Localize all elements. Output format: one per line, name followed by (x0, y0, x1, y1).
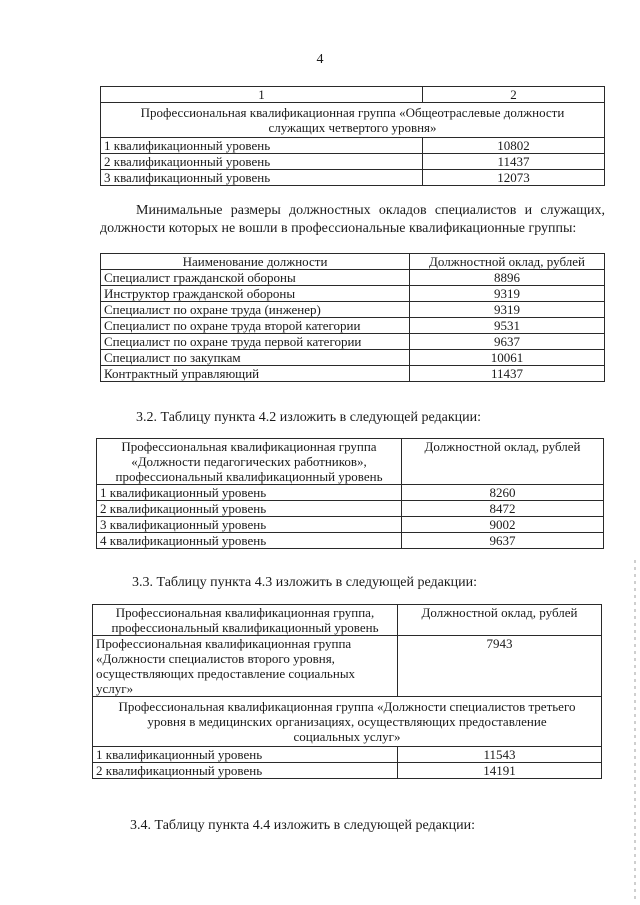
table-row (101, 270, 605, 286)
salary-cell: 11437 (410, 366, 605, 382)
level-cell: 1 квалификационный уровень (97, 485, 402, 501)
header-group: Профессиональная квалификационная группа «Должности педагогических работников», профессиональный квалификационный уровень (97, 439, 402, 485)
group-title: Профессиональная квалификационная группа «Общеотраслевые должности служащих четвертого уровня» (101, 103, 605, 138)
group-title: Профессиональная квалификационная группа «Должности специалистов третьего уровня в медицинских организациях, осуществляющих предоставление социальных услуг» (93, 697, 602, 747)
column-header-2: 2 (423, 87, 605, 103)
table-header-row (97, 439, 604, 485)
table-row (93, 763, 602, 779)
table-row (97, 517, 604, 533)
level-cell: 3 квалификационный уровень (97, 517, 402, 533)
table-other-positions (100, 253, 605, 382)
table-header-row (93, 605, 602, 636)
table-row (101, 154, 605, 170)
salary-cell: 9637 (410, 334, 605, 350)
position-cell: Специалист по охране труда первой категории (101, 334, 410, 350)
position-cell: Специалист гражданской обороны (101, 270, 410, 286)
salary-cell: 9319 (410, 302, 605, 318)
table-header-row (101, 254, 605, 270)
salary-cell: 9637 (402, 533, 604, 549)
table-row (101, 350, 605, 366)
header-position: Наименование должности (101, 254, 410, 270)
salary-cell: 10061 (410, 350, 605, 366)
page-number: 4 (316, 52, 324, 67)
level-cell: 3 квалификационный уровень (101, 170, 423, 186)
salary-cell: 14191 (398, 763, 602, 779)
table-row (101, 334, 605, 350)
salary-cell: 8896 (410, 270, 605, 286)
scan-edge-marks (634, 560, 636, 900)
salary-cell: 12073 (423, 170, 605, 186)
level-cell: 1 квалификационный уровень (93, 747, 398, 763)
table-row (97, 533, 604, 549)
group-row (93, 636, 602, 697)
header-salary: Должностной оклад, рублей (402, 439, 604, 485)
table-pedagogical (96, 438, 604, 549)
table-general-positions (100, 86, 605, 186)
paragraph-3-3: 3.3. Таблицу пункта 4.3 изложить в следующей редакции: (132, 575, 478, 590)
header-salary: Должностной оклад, рублей (410, 254, 605, 270)
position-cell: Контрактный управляющий (101, 366, 410, 382)
table-row (97, 485, 604, 501)
group-cell: Профессиональная квалификационная группа «Должности специалистов второго уровня, осуществляющих предоставление социальных услуг» (93, 636, 398, 697)
salary-cell: 11437 (423, 154, 605, 170)
table-header-row (101, 87, 605, 103)
salary-cell: 7943 (398, 636, 602, 697)
table-row (101, 170, 605, 186)
position-cell: Специалист по охране труда (инженер) (101, 302, 410, 318)
group-title-row (93, 697, 602, 747)
level-cell: 2 квалификационный уровень (93, 763, 398, 779)
header-group: Профессиональная квалификационная группа, профессиональный квалификационный уровень (93, 605, 398, 636)
salary-cell: 10802 (423, 138, 605, 154)
table-row (101, 318, 605, 334)
table-row (101, 366, 605, 382)
table-row (101, 138, 605, 154)
salary-cell: 8472 (402, 501, 604, 517)
table-social-services (92, 604, 602, 779)
paragraph-3-4: 3.4. Таблицу пункта 4.4 изложить в следующей редакции: (130, 818, 476, 833)
header-salary: Должностной оклад, рублей (398, 605, 602, 636)
position-cell: Специалист по закупкам (101, 350, 410, 366)
table-row (101, 302, 605, 318)
column-header-1: 1 (101, 87, 423, 103)
table-row (101, 286, 605, 302)
level-cell: 2 квалификационный уровень (97, 501, 402, 517)
table-row (97, 501, 604, 517)
group-title-row (101, 103, 605, 138)
paragraph-3-2: 3.2. Таблицу пункта 4.2 изложить в следующей редакции: (136, 410, 482, 425)
table-row (93, 747, 602, 763)
level-cell: 1 квалификационный уровень (101, 138, 423, 154)
position-cell: Инструктор гражданской обороны (101, 286, 410, 302)
level-cell: 4 квалификационный уровень (97, 533, 402, 549)
level-cell: 2 квалификационный уровень (101, 154, 423, 170)
salary-cell: 8260 (402, 485, 604, 501)
salary-cell: 9319 (410, 286, 605, 302)
position-cell: Специалист по охране труда второй категории (101, 318, 410, 334)
salary-cell: 11543 (398, 747, 602, 763)
salary-cell: 9531 (410, 318, 605, 334)
paragraph-min-salaries: Минимальные размеры должностных окладов специалистов и служащих, должности которых не вошли в профессиональные квалификационные группы: (100, 203, 605, 236)
salary-cell: 9002 (402, 517, 604, 533)
